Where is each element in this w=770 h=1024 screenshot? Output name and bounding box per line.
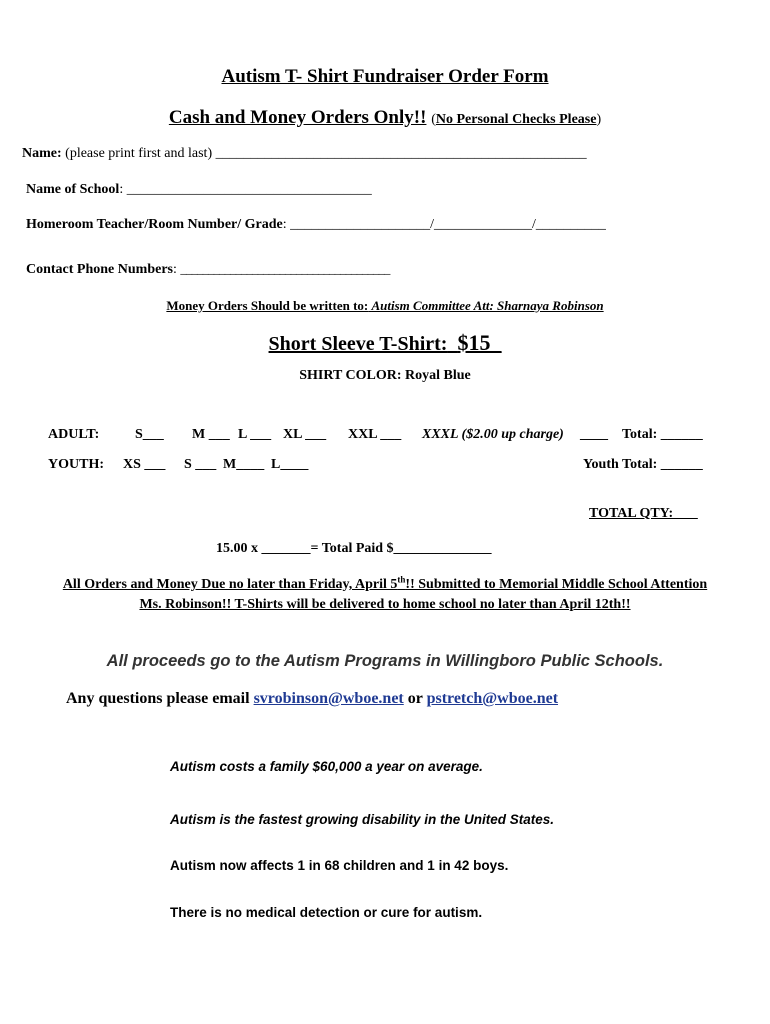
school-blank[interactable]: ___________________________________ bbox=[126, 182, 372, 197]
money-order-payee: Autism Committee Att: Sharnaya Robinson bbox=[371, 298, 604, 313]
school-field[interactable] bbox=[26, 182, 372, 198]
money-order-label: Money Orders Should be written to: bbox=[166, 298, 369, 313]
adult-s-field[interactable]: S___ bbox=[135, 427, 164, 442]
youth-s-field[interactable]: S ___ bbox=[184, 457, 217, 472]
shirt-color: SHIRT COLOR: Royal Blue bbox=[299, 368, 471, 383]
money-order-instructions bbox=[0, 298, 770, 314]
phone-label: Contact Phone Numbers bbox=[26, 262, 173, 277]
youth-label: YOUTH: bbox=[48, 457, 104, 472]
adult-total-field[interactable]: Total: ______ bbox=[622, 427, 703, 442]
deadline-text-1: All Orders and Money Due no later than Friday, April 5 bbox=[62, 577, 398, 592]
payment-subnote: No Personal Checks Please bbox=[435, 112, 597, 127]
adult-xxxl-field[interactable]: ____ bbox=[580, 427, 608, 442]
youth-l-field[interactable]: L____ bbox=[271, 457, 309, 472]
product-price: $15_ bbox=[457, 330, 502, 355]
youth-xs-field[interactable]: XS ___ bbox=[123, 457, 166, 472]
phone-colon: : bbox=[173, 262, 177, 277]
youth-total-field[interactable]: Youth Total: ______ bbox=[583, 457, 703, 472]
school-colon: : bbox=[119, 182, 124, 197]
total-paid-calc[interactable]: 15.00 x _______= Total Paid $______________ bbox=[216, 541, 492, 556]
fact-item: Autism is the fastest growing disability in the United States. bbox=[170, 812, 555, 827]
deadline-text-2: !! Submitted to Memorial Middle School Attention bbox=[405, 577, 708, 592]
name-field[interactable] bbox=[22, 146, 587, 162]
adult-xl-field[interactable]: XL ___ bbox=[283, 427, 327, 442]
adult-l-field[interactable]: L ___ bbox=[238, 427, 272, 442]
adult-m-field[interactable]: M ___ bbox=[192, 427, 230, 442]
adult-xxxl-label: XXXL ($2.00 up charge) bbox=[422, 427, 564, 442]
deadline-sup: th bbox=[397, 574, 406, 585]
deadline-line-2: Ms. Robinson!! T-Shirts will be delivered to home school no later than April 12th!! bbox=[139, 597, 631, 612]
proceeds-note: All proceeds go to the Autism Programs in Willingboro Public Schools. bbox=[106, 652, 664, 670]
teacher-field[interactable] bbox=[26, 217, 606, 233]
fact-item: There is no medical detection or cure for autism. bbox=[170, 905, 483, 920]
contact-or: or bbox=[407, 690, 423, 707]
teacher-blank[interactable]: ____________________/______________/__________ bbox=[290, 217, 606, 232]
product-name: Short Sleeve T-Shirt: bbox=[268, 333, 448, 355]
paren-close: ) bbox=[596, 112, 602, 127]
product-line bbox=[0, 330, 770, 356]
name-hint: (please print first and last) bbox=[65, 146, 213, 161]
total-qty-field[interactable]: TOTAL QTY: ___ bbox=[589, 506, 698, 521]
teacher-colon: : bbox=[282, 217, 287, 232]
phone-field[interactable] bbox=[26, 261, 389, 278]
contact-line bbox=[66, 690, 558, 708]
payment-main: Cash and Money Orders Only!! bbox=[168, 107, 427, 128]
teacher-label: Homeroom Teacher/Room Number/ Grade bbox=[26, 217, 283, 232]
fact-item: Autism costs a family $60,000 a year on average. bbox=[170, 759, 483, 774]
payment-note bbox=[0, 107, 770, 129]
youth-m-field[interactable]: M____ bbox=[223, 457, 265, 472]
fact-item: Autism now affects 1 in 68 children and 1 in 42 boys. bbox=[170, 858, 509, 873]
name-blank[interactable]: _____________________________________________________ bbox=[215, 146, 587, 161]
email-link-svrobinson[interactable]: svrobinson@wboe.net bbox=[253, 690, 404, 707]
name-label: Name: bbox=[22, 146, 62, 161]
adult-label: ADULT: bbox=[48, 427, 100, 442]
phone-blank[interactable]: ______________________________________ bbox=[180, 261, 390, 276]
contact-prefix: Any questions please email bbox=[66, 690, 250, 707]
email-link-pstretch[interactable]: pstretch@wboe.net bbox=[426, 690, 559, 707]
adult-xxl-field[interactable]: XXL ___ bbox=[348, 427, 402, 442]
deadline-line-1 bbox=[0, 574, 770, 593]
paren-open: ( bbox=[431, 112, 436, 127]
page-title: Autism T- Shirt Fundraiser Order Form bbox=[221, 66, 549, 87]
school-label: Name of School bbox=[26, 182, 120, 197]
